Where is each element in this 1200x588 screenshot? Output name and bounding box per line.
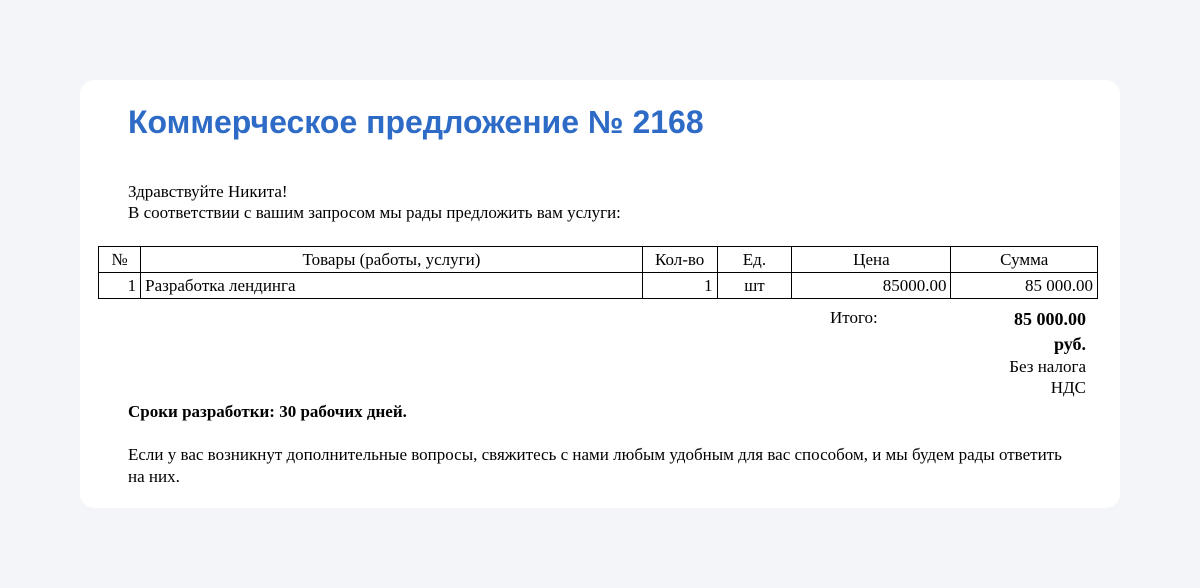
cell-unit: шт bbox=[717, 273, 792, 299]
cell-name: Разработка лендинга bbox=[141, 273, 643, 299]
header-num: № bbox=[99, 247, 141, 273]
header-name: Товары (работы, услуги) bbox=[141, 247, 643, 273]
header-price: Цена bbox=[792, 247, 951, 273]
document-card bbox=[80, 80, 1120, 508]
tax-note: Без налога НДС bbox=[1009, 357, 1086, 397]
cell-num: 1 bbox=[99, 273, 141, 299]
terms-text: Сроки разработки: 30 рабочих дней. bbox=[128, 402, 407, 421]
table-row bbox=[99, 273, 1098, 299]
footer-text: Если у вас возникнут дополнительные вопросы, свяжитесь с нами любым удобным для вас способом, и мы будем рады ответить на них. bbox=[128, 445, 1062, 486]
total-value: 85 000.00 руб. bbox=[1014, 309, 1086, 354]
header-qty: Кол-во bbox=[642, 247, 717, 273]
items-table bbox=[98, 246, 1098, 299]
cell-price: 85000.00 bbox=[792, 273, 951, 299]
intro-text: В соответствии с вашим запросом мы рады предложить вам услуги: bbox=[128, 203, 621, 222]
table-header-row bbox=[99, 247, 1098, 273]
cell-sum: 85 000.00 bbox=[951, 273, 1098, 299]
header-sum: Сумма bbox=[951, 247, 1098, 273]
document-title: Коммерческое предложение № 2168 bbox=[128, 104, 704, 140]
total-label: Итого: bbox=[830, 308, 878, 327]
header-unit: Ед. bbox=[717, 247, 792, 273]
cell-qty: 1 bbox=[642, 273, 717, 299]
greeting-text: Здравствуйте Никита! bbox=[128, 182, 288, 201]
